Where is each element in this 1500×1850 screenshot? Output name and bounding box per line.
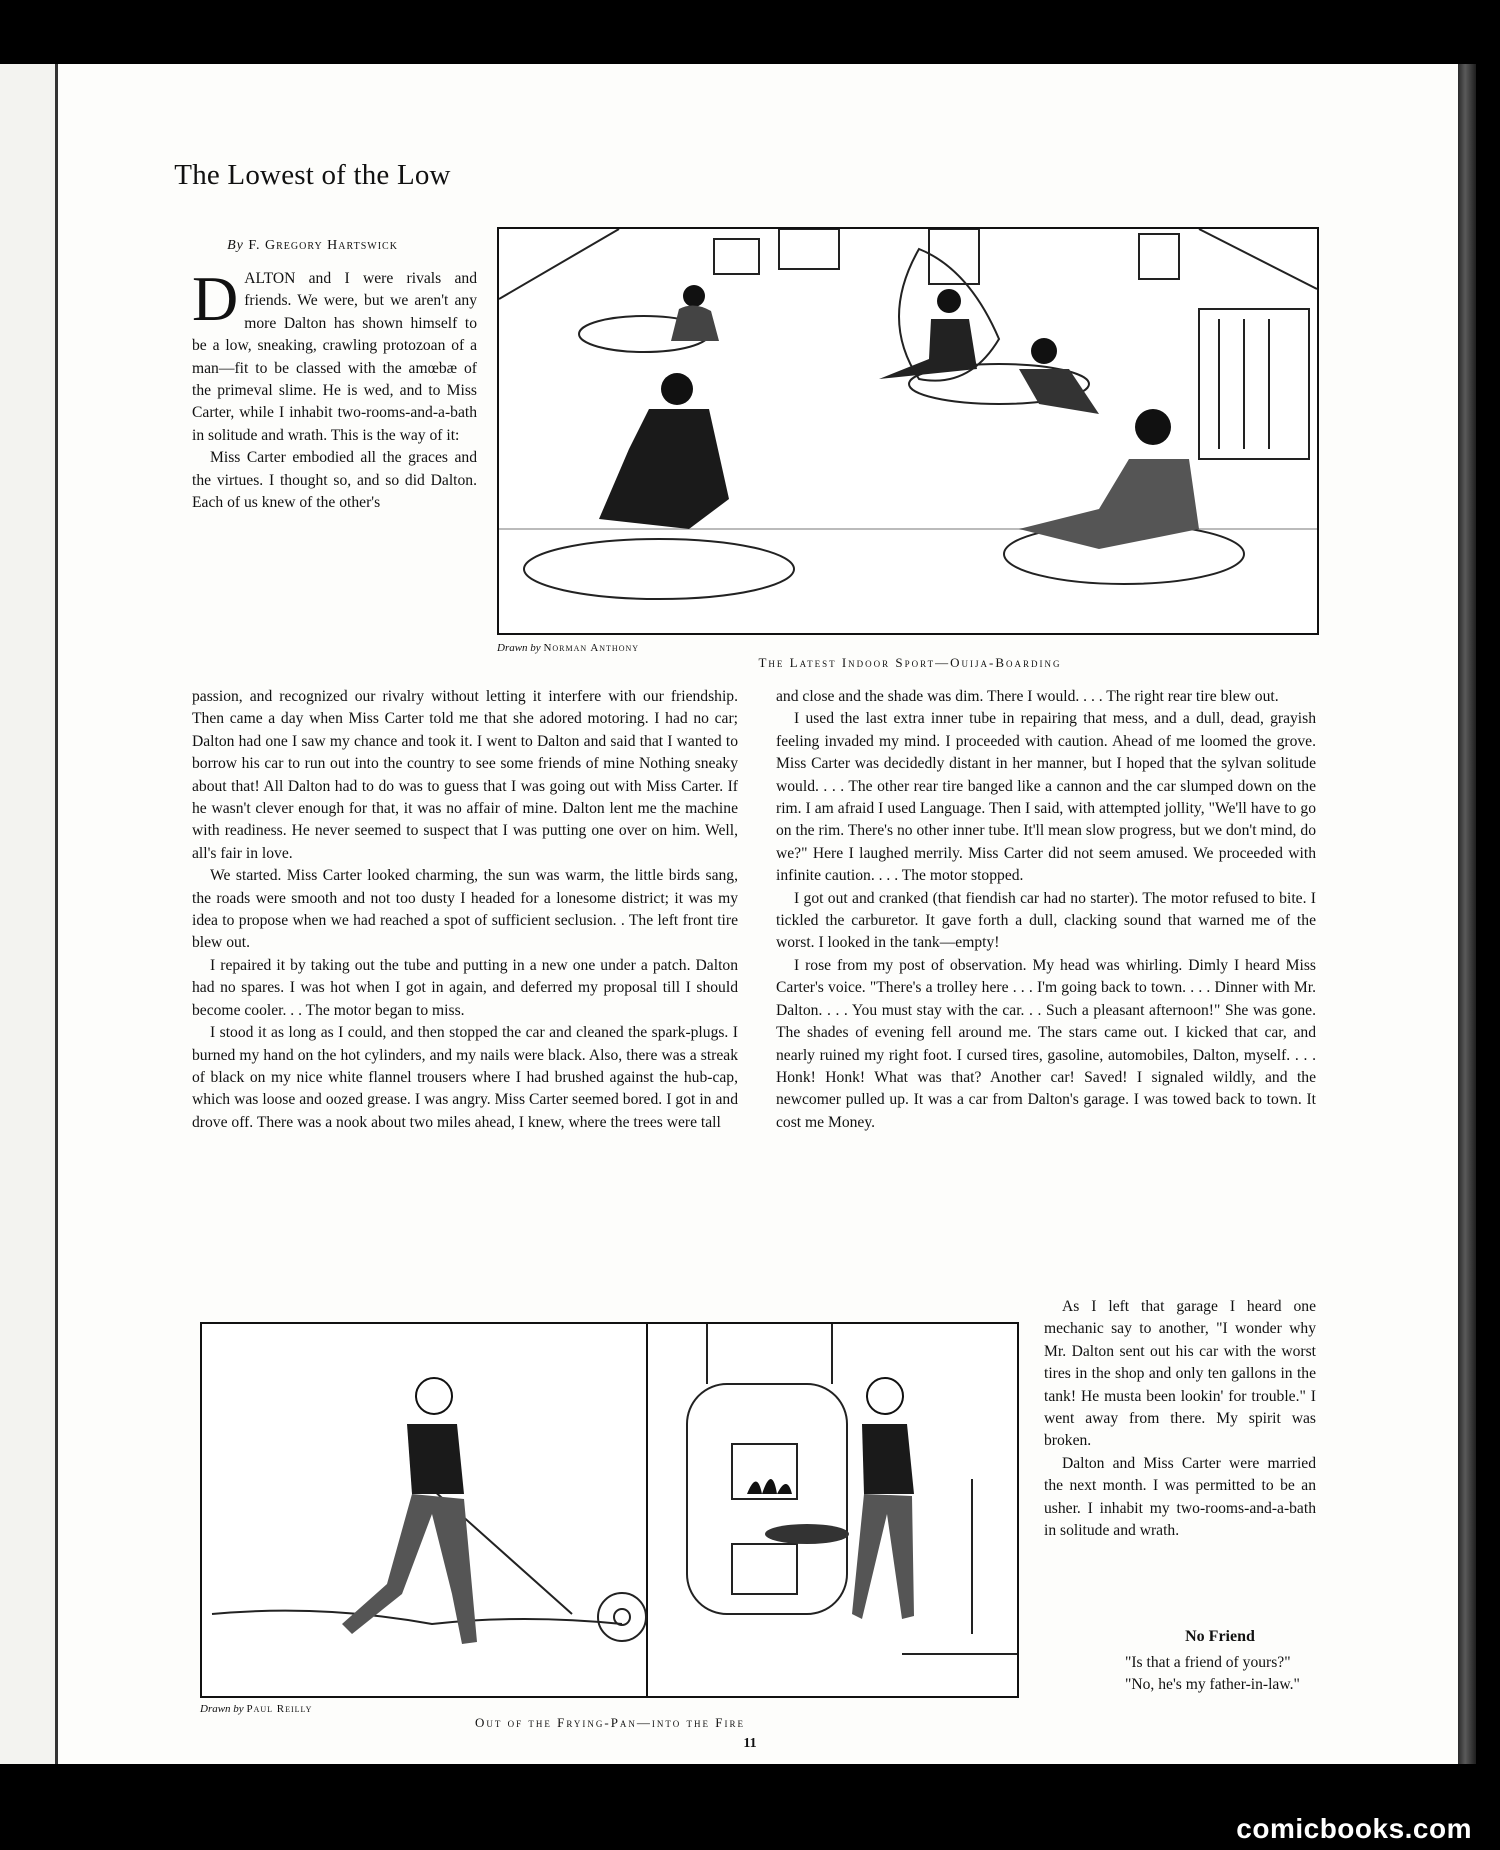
byline-author: F. Gregory Hartswick	[248, 238, 398, 253]
sidebar-line-2: "No, he's my father-in-law."	[1125, 1676, 1300, 1693]
paragraph-7: I used the last extra inner tube in repairing that mess, and a dull, dead, grayish feeling invaded my mind. I proceeded with caution. Ahead of me loomed the grove. Miss Carter was decidedly distant in her manner, but I hoped that the sylvan solitude would. . . . The other rear tire banged like a cannon and the car slumped down on the rim. I am afraid I used Language. Then I said, with attempted jollity, "We'll have to go on the rim. There's no other inner tube. It'll mean slow progress, but we don't mind, do we?" Here I laughed merrily. Miss Carter did not seem amused. We proceeded with infinite caution. . . . The motor stopped.	[776, 710, 1316, 885]
illustration-2-credit-name: Paul Reilly	[246, 1703, 313, 1715]
illustration-2-credit-prefix: Drawn by	[200, 1703, 244, 1715]
frying-pan-drawing	[202, 1324, 1017, 1696]
book-binding	[1458, 64, 1476, 1764]
paragraph-11: Dalton and Miss Carter were married the next month. I was permitted to be an usher. I inhabit my two-rooms-and-a-bath in solitude and wrath.	[1044, 1454, 1316, 1540]
illustration-1-credit-prefix: Drawn by	[497, 642, 541, 654]
paragraph-1-text: ALTON and I were rivals and friends. We were, but we aren't any more Dalton has shown himself to be a low, sneaking, crawling protozoan of a man—fit to be classed with the amœbæ of the primeval slime. He is wed, and to Miss Carter, while I inhabit two-rooms-and-a-bath in solitude and wrath. This is the way of it:	[192, 270, 477, 444]
paragraph-2: Miss Carter embodied all the graces and the virtues. I thought so, and so did Dalton. Each of us knew of the other's	[192, 449, 477, 512]
illustration-1-caption: The Latest Indoor Sport—Ouija-Boarding	[758, 655, 1062, 670]
paragraph-10: As I left that garage I heard one mechanic say to another, "I wonder why Mr. Dalton sent out his car with the worst tires in the shop and only ten gallons in the tank! He musta been lookin' for trouble." I went away from there. My spirit was broken.	[1044, 1298, 1316, 1450]
paragraph-1	[192, 263, 477, 447]
paragraph-4: I repaired it by taking out the tube and putting in a new one under a patch. Dalton had no spares. I was hot when I got in again, and deferred my proposal till I should become cooler. . . The motor began to miss.	[192, 956, 738, 1019]
watermark: comicbooks.com	[1236, 1813, 1472, 1844]
paragraph-9: I rose from my post of observation. My head was whirling. Dimly I heard Miss Carter's voice. "There's a trolley here . . . I'm going back to town. . . . Dinner with Mr. Dalton. . . . You must stay with the car. . . Such a pleasant afternoon!" She was gone. The shades of evening fell around me. The stars came out. I kicked that car, and nearly ruined my right foot. I cursed tires, gasoline, automobiles, Dalton, myself. . . . Honk! Honk! What was that? Another car! Saved! I signaled wildly, and the newcomer pulled up. It was a car from Dalton's garage. I was towed back to town. It cost me Money.	[776, 956, 1316, 1131]
text-column-top-left	[192, 263, 477, 514]
paragraph-5: I stood it as long as I could, and then stopped the car and cleaned the spark-plugs. I burned my hand on the hot cylinders, and my nails were black. Also, there was a streak of black on my nice white flannel trousers where I had brushed against the hub-cap, which was loose and oozed grease. I was angry. Miss Carter seemed bored. I got in and drove off. There was a nook about two miles ahead, I knew, where the trees were tall	[192, 1024, 738, 1131]
text-column-middle-right	[776, 686, 1316, 1134]
paragraph-3: We started. Miss Carter looked charming, the sun was warm, the little birds sang, the roads were smooth and not too dusty I headed for a lonesome district; it was my idea to propose when we had reached a spot of sufficient seclusion. . The left front tire blew out.	[192, 867, 738, 952]
paragraph-2-continued: passion, and recognized our rivalry without letting it interfere with our friendship. Then came a day when Miss Carter told me that she adored motoring. I had no car; Dalton had one I saw my chance and took it. I went to Dalton and said that I wanted to borrow his car to run out into the country to see some friends of mine Nothing sneaky about that! All Dalton had to do was to guess that I was going out with Miss Carter. If he wasn't clever enough for that, it was no affair of mine. Dalton lent me the machine with readiness. He never seemed to suspect that I was putting one over on him. Well, all's fair in love.	[192, 688, 738, 862]
text-column-bottom-right	[1044, 1296, 1316, 1542]
illustration-2-caption: Out of the Frying-Pan—into the Fire	[475, 1715, 745, 1730]
illustration-ouija-boarding	[497, 227, 1319, 635]
drop-cap: D	[192, 263, 239, 334]
article-byline	[140, 238, 485, 254]
page-number: 11	[743, 1736, 757, 1751]
illustration-2-credit	[200, 1703, 312, 1715]
previous-page-edge	[0, 64, 58, 1764]
sidebar-title: No Friend	[1185, 1628, 1255, 1645]
illustration-1-credit	[497, 642, 639, 654]
sidebar-line-1: "Is that a friend of yours?"	[1125, 1654, 1291, 1671]
paragraph-8: I got out and cranked (that fiendish car had no starter). The motor refused to bite. I tickled the carburetor. It gave forth a dull, clacking sound that warned me of the worst. I looked in the tank—empty!	[776, 889, 1316, 952]
text-column-middle-left	[192, 686, 738, 1134]
ouija-drawing	[499, 229, 1317, 633]
article-title: The Lowest of the Low	[174, 159, 451, 191]
paragraph-6: and close and the shade was dim. There I would. . . . The right rear tire blew out.	[776, 688, 1279, 705]
illustration-frying-pan	[200, 1322, 1019, 1698]
byline-prefix: By	[227, 238, 244, 253]
illustration-1-credit-name: Norman Anthony	[543, 642, 640, 654]
